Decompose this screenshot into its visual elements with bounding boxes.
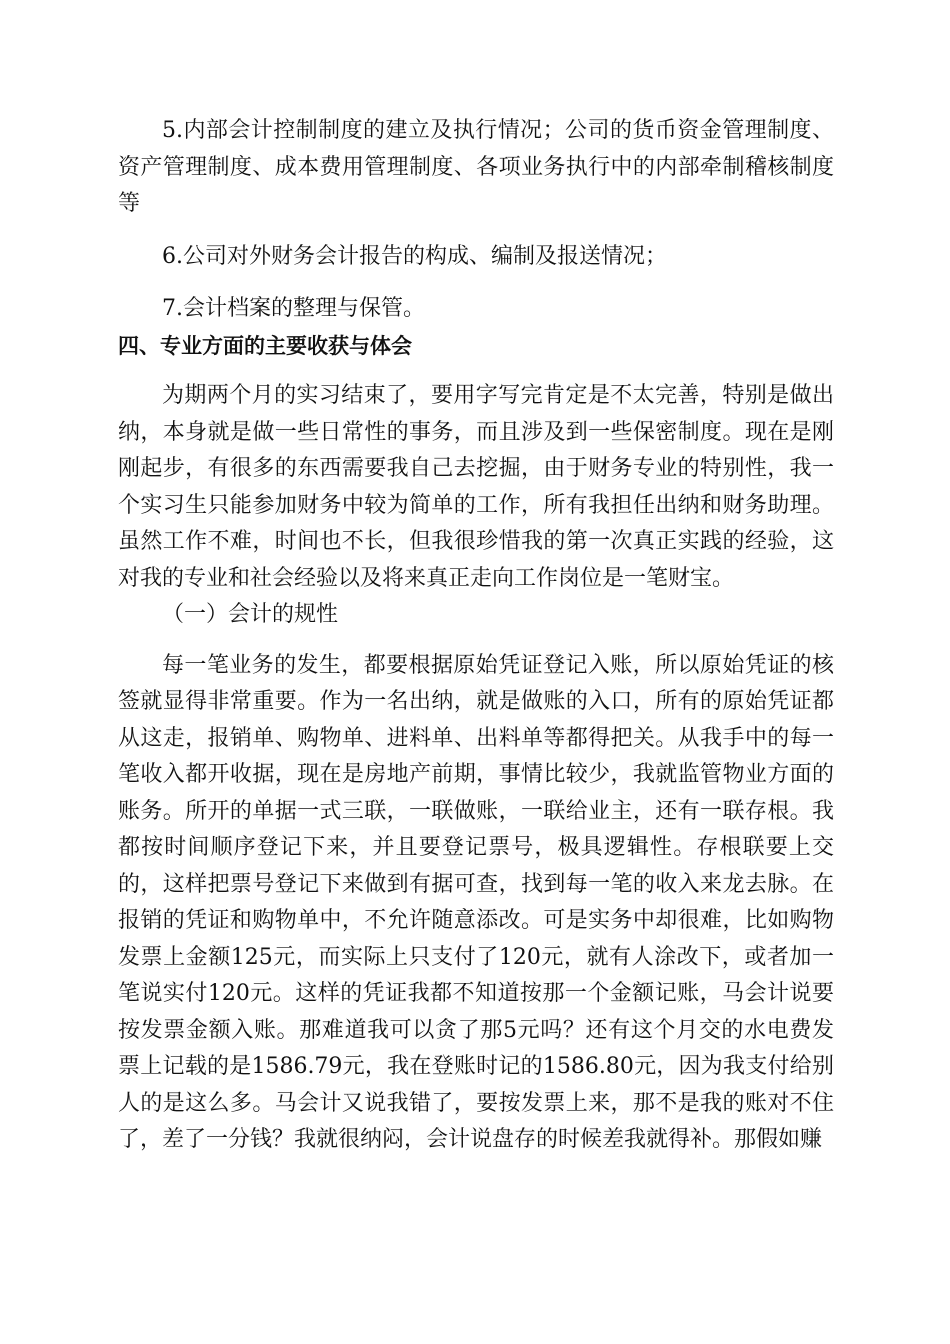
list-item-7: 7.会计档案的整理与保管。	[162, 296, 425, 321]
list-item-6: 6.公司对外财务会计报告的构成、编制及报送情况；	[162, 243, 667, 269]
subsection-heading: （一）会计的规性	[162, 602, 339, 627]
section-heading: 四、专业方面的主要收获与体会	[118, 333, 412, 358]
list-item-5: 5.内部会计控制制度的建立及执行情况；公司的货币资金管理制度、资产管理制度、成本费用管理制度、各项业务执行中的内部牵制稽核制度等	[118, 118, 834, 216]
document-body	[118, 113, 834, 1159]
intro-paragraph: 为期两个月的实习结束了，要用字写完肯定是不太完善，特别是做出纳，本身就是做一些日常性的事务，而且涉及到一些保密制度。现在是刚刚起步，有很多的东西需要我自己去挖掘，由于财务专业的特别性，我一个实习生只能参加财务中较为简单的工作，所有我担任出纳和财务助理。虽然工作不难，时间也不长，但我很珍惜我的第一次真正实践的经验，这对我的专业和社会经验以及将来真正走向工作岗位是一笔财宝。	[118, 383, 834, 591]
body-paragraph: 每一笔业务的发生，都要根据原始凭证登记入账，所以原始凭证的核签就显得非常重要。作为一名出纳，就是做账的入口，所有的原始凭证都从这走，报销单、购物单、进料单、出料单等都得把关。从我手中的每一笔收入都开收据，现在是房地产前期，事情比较少，我就监管物业方面的账务。所开的单据一式三联，一联做账，一联给业主，还有一联存根。我都按时间顺序登记下来，并且要登记票号，极具逻辑性。存根联要上交的，这样把票号登记下来做到有据可查，找到每一笔的收入来龙去脉。在报销的凭证和购物单中，不允许随意添改。可是实务中却很难，比如购物发票上金额125元，而实际上只支付了120元，就有人涂改下，或者加一笔说实付120元。这样的凭证我都不知道按那一个金额记账，马会计说要按发票金额入账。那难道我可以贪了那5元吗？还有这个月交的水电费发票上记载的是1586.79元，我在登账时记的1586.80元，因为我支付给别人的是这么多。马会计又说我错了，要按发票上来，那不是我的账对不住了，差了一分钱？我就很纳闷，会计说盘存的时候差我就得补。那假如赚	[118, 652, 834, 1152]
